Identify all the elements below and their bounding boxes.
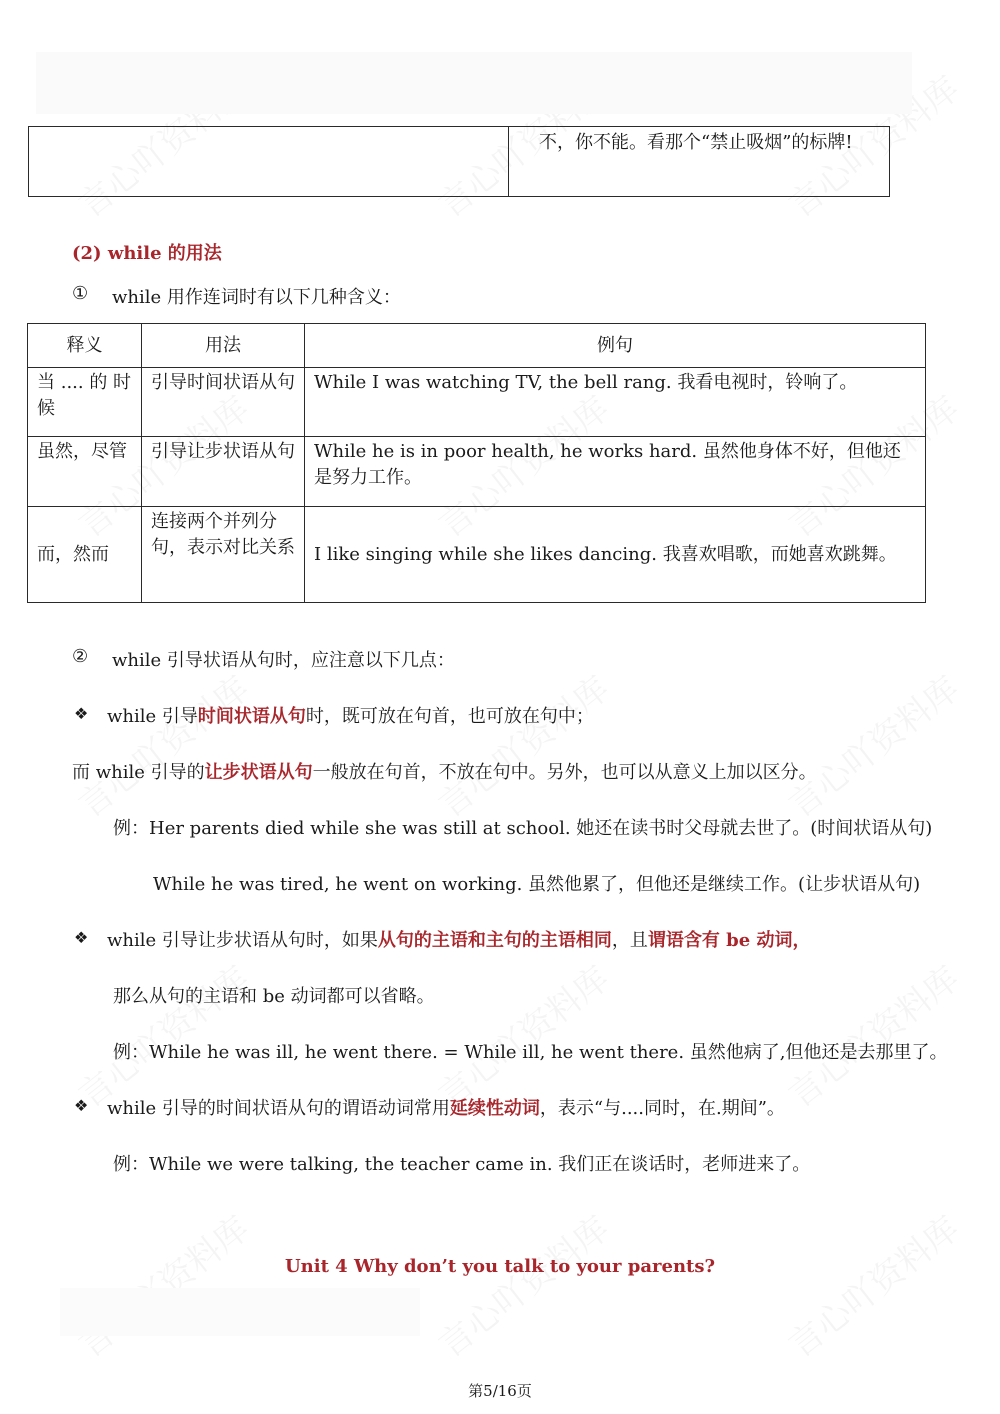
cell-example: I like singing while she likes dancing. 我喜欢唱歌，而她喜欢跳舞。: [305, 507, 926, 603]
highlight: 让步状语从句: [204, 762, 313, 783]
footer-band: [60, 1288, 420, 1336]
watermark: [67, 662, 258, 826]
watermark: [777, 952, 968, 1116]
page-number: 第5/16页: [468, 1382, 532, 1400]
point1-text: while 用作连词时有以下几种含义：: [112, 287, 401, 308]
header-band: [36, 52, 912, 114]
table-row: [28, 368, 926, 437]
watermark: [67, 1202, 258, 1366]
example-2: While he was tired, he went on working. 虽然他累了，但他还是继续工作。(让步状语从句): [153, 874, 921, 895]
bullet-icon: ❖: [74, 1096, 89, 1115]
cell-usage: 引导让步状语从句: [142, 437, 305, 507]
header-usage: 用法: [142, 324, 305, 368]
bullet2-text: while 引导让步状语从句时，如果从句的主语和主句的主语相同，且谓语含有 be 动词，: [107, 930, 811, 951]
concession-text: 而 while 引导的让步状语从句一般放在句首，不放在句中。另外，也可以从意义上加以区分。: [72, 762, 817, 783]
cell-usage: 引导时间状语从句: [142, 368, 305, 437]
watermark: [427, 952, 618, 1116]
header-example: 例句: [305, 324, 926, 368]
bullet-icon: ❖: [74, 704, 89, 723]
cell-meaning: 而，然而: [28, 507, 142, 603]
bullet3-text: while 引导的时间状语从句的谓语动词常用延续性动词，表示“与....同时，在.期间”。: [107, 1098, 785, 1119]
watermark: [427, 662, 618, 826]
example-3: 例：While he was ill, he went there. = While ill, he went there. 虽然他病了,但他还是去那里了。: [113, 1042, 948, 1063]
table-row: [28, 437, 926, 507]
highlight: 时间状语从句: [197, 706, 306, 727]
bullet2-continuation: 那么从句的主语和 be 动词都可以省略。: [113, 986, 435, 1007]
point1-number: ①: [72, 283, 89, 304]
highlight: 从句的主语和主句的主语相同: [377, 930, 612, 951]
point2-text: while 引导状语从句时，应注意以下几点：: [112, 650, 455, 671]
cell-meaning: 当 .... 的 时候: [28, 368, 142, 437]
watermark: [777, 662, 968, 826]
watermark: [777, 1202, 968, 1366]
cell-meaning: 虽然，尽管: [28, 437, 142, 507]
table-header-row: [28, 324, 926, 368]
header-meaning: 释义: [28, 324, 142, 368]
continued-cell: 不，你不能。看那个“禁止吸烟”的标牌!: [509, 127, 890, 197]
bullet1-text: while 引导时间状语从句时，既可放在句首，也可放在句中；: [107, 706, 594, 727]
watermark: [427, 1202, 618, 1366]
cell-example: While I was watching TV, the bell rang. 我看电视时，铃响了。: [305, 368, 926, 437]
watermark: [67, 952, 258, 1116]
example-1: 例：Her parents died while she was still at school. 她还在读书时父母就去世了。(时间状语从句): [113, 818, 933, 839]
bullet-icon: ❖: [74, 928, 89, 947]
continued-table: [28, 126, 890, 197]
table-row: [28, 507, 926, 603]
cell-usage: 连接两个并列分句，表示对比关系: [142, 507, 305, 603]
meanings-table: [27, 323, 926, 603]
empty-cell: [29, 127, 509, 197]
unit-title: Unit 4 Why don’t you talk to your parents?: [284, 1256, 716, 1277]
highlight: 延续性动词: [449, 1098, 540, 1119]
example-4: 例：While we were talking, the teacher came in. 我们正在谈话时，老师进来了。: [113, 1154, 811, 1175]
section-title: (2) while 的用法: [72, 243, 222, 264]
point2-number: ②: [72, 646, 89, 667]
highlight: 谓语含有 be 动词，: [647, 930, 811, 951]
cell-example: While he is in poor health, he works hard. 虽然他身体不好，但他还是努力工作。: [305, 437, 926, 507]
